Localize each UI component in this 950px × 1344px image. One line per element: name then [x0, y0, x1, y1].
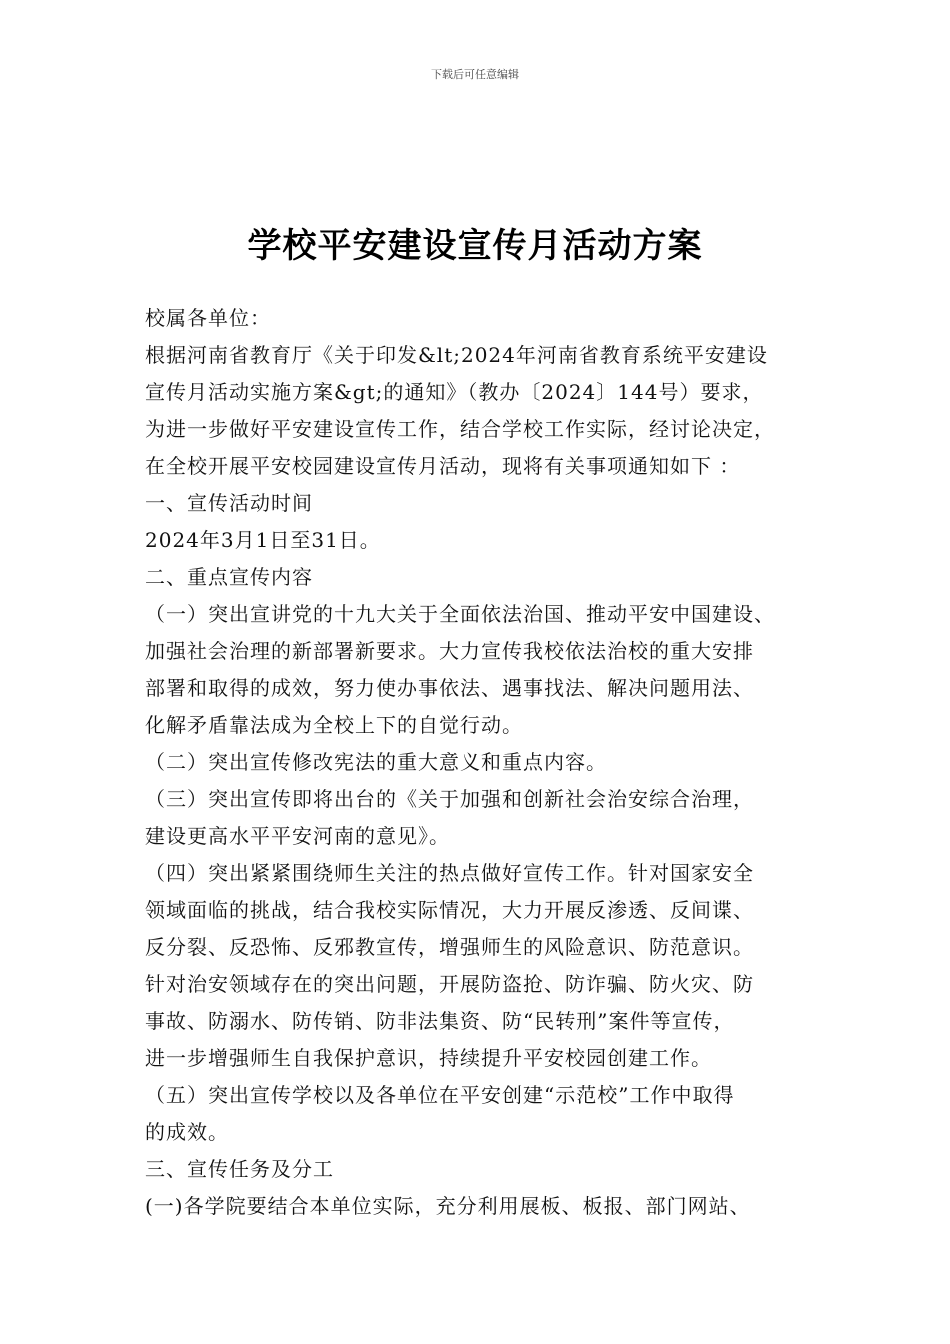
body-line: (一)各学院要结合本单位实际，充分利用展板、板报、部门网站、	[145, 1194, 751, 1218]
body-line: 为进一步做好平安建设宣传工作，结合学校工作实际，经讨论决定，	[145, 417, 775, 441]
body-line: 进一步增强师生自我保护意识，持续提升平安校园创建工作。	[145, 1046, 712, 1070]
body-line: 的成效。	[145, 1120, 229, 1144]
body-line: 针对治安领域存在的突出问题，开展防盗抢、防诈骗、防火灾、防	[145, 972, 754, 996]
body-line: 领域面临的挑战，结合我校实际情况，大力开展反渗透、反间谍、	[145, 898, 754, 922]
section-heading: 一、宣传活动时间	[145, 491, 313, 515]
body-line: 校属各单位：	[145, 306, 271, 330]
header-note: 下载后可任意编辑	[431, 68, 519, 81]
document-title: 学校平安建设宣传月活动方案	[247, 226, 703, 266]
body-line: （三）突出宣传即将出台的《关于加强和创新社会治安综合治理，	[145, 787, 754, 811]
body-line: 在全校开展平安校园建设宣传月活动，现将有关事项通知如下 ：	[145, 454, 741, 478]
body-line: （一）突出宣讲党的十九大关于全面依法治国、推动平安中国建设、	[145, 602, 775, 626]
body-line: 加强社会治理的新部署新要求。大力宣传我校依法治校的重大安排	[145, 639, 754, 663]
body-line: 2024年3月1日至31日。	[145, 528, 381, 552]
body-line: （二）突出宣传修改宪法的重大意义和重点内容。	[145, 750, 607, 774]
body-line: 建设更高水平平安河南的意见》。	[145, 824, 450, 848]
section-heading: 二、重点宣传内容	[145, 565, 313, 589]
body-line: 部署和取得的成效，努力使办事依法、遇事找法、解决问题用法、	[145, 676, 754, 700]
body-line: （四）突出紧紧围绕师生关注的热点做好宣传工作。针对国家安全	[145, 861, 754, 885]
body-line: 事故、防溺水、防传销、防非法集资、防“民转刑”案件等宣传，	[145, 1009, 735, 1033]
body-line: 宣传月活动实施方案&gt;的通知》（教办〔2024〕144号）要求，	[145, 380, 764, 404]
section-heading: 三、宣传任务及分工	[145, 1157, 334, 1181]
body-line: （五）突出宣传学校以及各单位在平安创建“示范校”工作中取得	[145, 1083, 735, 1107]
body-line: 根据河南省教育厅《关于印发&lt;2024年河南省教育系统平安建设	[145, 343, 768, 367]
body-line: 反分裂、反恐怖、反邪教宣传，增强师生的风险意识、防范意识。	[145, 935, 754, 959]
body-line: 化解矛盾靠法成为全校上下的自觉行动。	[145, 713, 523, 737]
document-body	[145, 300, 835, 1225]
